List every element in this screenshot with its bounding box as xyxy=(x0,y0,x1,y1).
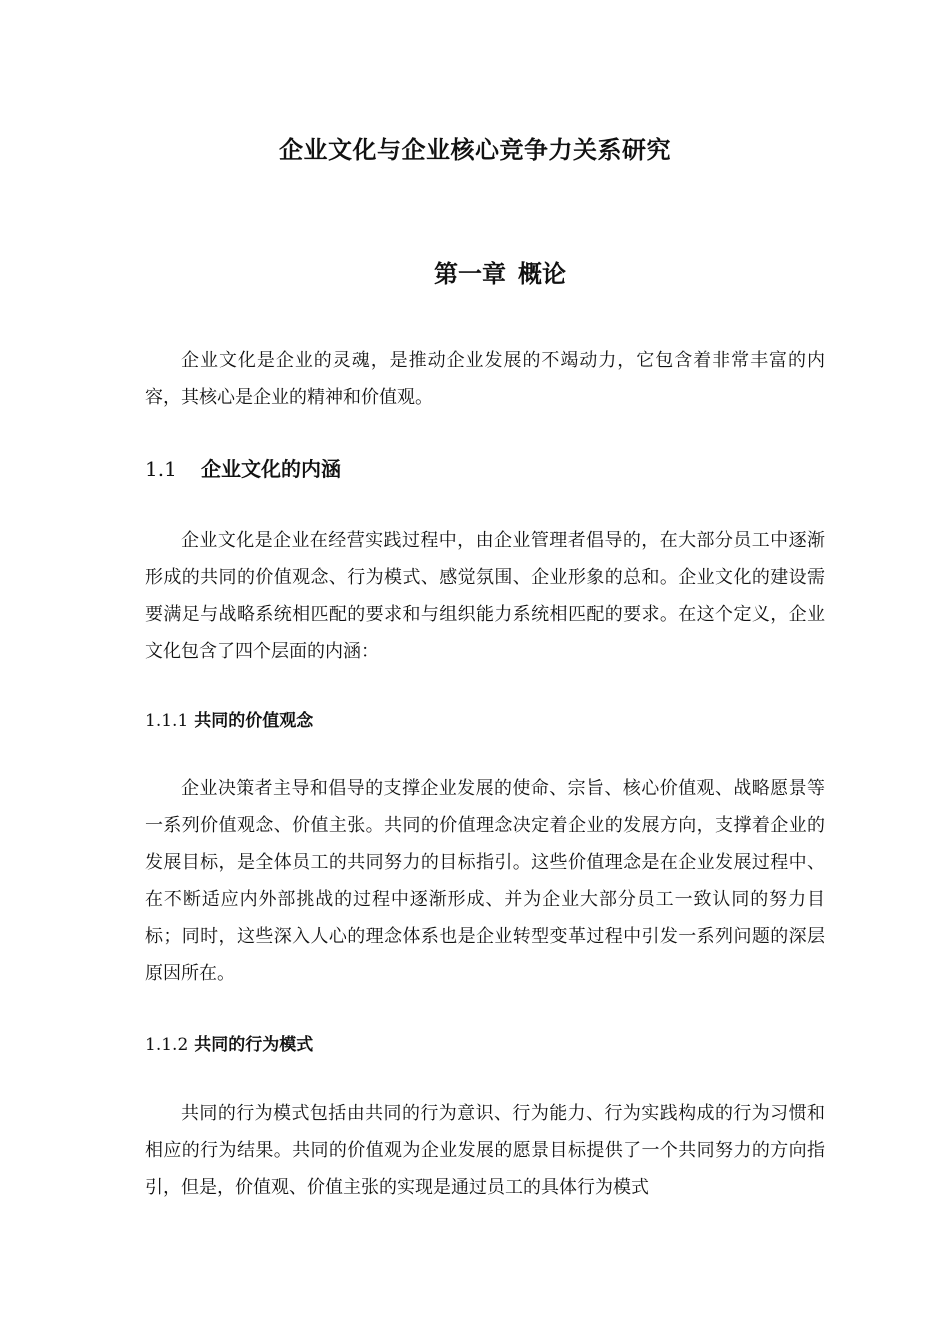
section-heading-1-1-1 xyxy=(145,708,313,734)
section-number: 1.1 xyxy=(145,457,177,481)
section-number: 1.1.2 xyxy=(145,1035,189,1055)
section-heading-1-1-2 xyxy=(145,1032,313,1058)
chapter-name: 概论 xyxy=(518,259,566,288)
section-1-1-1-paragraph: 企业决策者主导和倡导的支撑企业发展的使命、宗旨、核心价值观、战略愿景等一系列价值观念、价值主张。共同的价值理念决定着企业的发展方向，支撑着企业的发展目标，是全体员工的共同努力的目标指引。这些价值理念是在企业发展过程中、在不断适应内外部挑战的过程中逐渐形成、并为企业大部分员工一致认同的努力目标；同时，这些深入人心的理念体系也是企业转型变革过程中引发一系列问题的深层原因所在。 xyxy=(145,778,825,984)
section-title: 共同的价值观念 xyxy=(194,711,314,731)
document-title: 企业文化与企业核心竞争力关系研究 xyxy=(279,135,671,164)
section-number: 1.1.1 xyxy=(145,711,189,731)
section-1-1-paragraph: 企业文化是企业在经营实践过程中，由企业管理者倡导的，在大部分员工中逐渐形成的共同的价值观念、行为模式、感觉氛围、企业形象的总和。企业文化的建设需要满足与战略系统相匹配的要求和与组织能力系统相匹配的要求。在这个定义，企业文化包含了四个层面的内涵： xyxy=(145,530,825,662)
chapter-label: 第一章 xyxy=(434,259,506,288)
section-title: 企业文化的内涵 xyxy=(201,457,341,481)
section-heading-1-1 xyxy=(145,454,341,484)
section-1-1-2-paragraph: 共同的行为模式包括由共同的行为意识、行为能力、行为实践构成的行为习惯和相应的行为结果。共同的价值观为企业发展的愿景目标提供了一个共同努力的方向指引，但是，价值观、价值主张的实现是通过员工的具体行为模式 xyxy=(145,1103,825,1198)
intro-paragraph: 企业文化是企业的灵魂，是推动企业发展的不竭动力，它包含着非常丰富的内容，其核心是企业的精神和价值观。 xyxy=(145,350,825,408)
chapter-heading xyxy=(0,257,950,291)
section-title: 共同的行为模式 xyxy=(194,1035,314,1055)
